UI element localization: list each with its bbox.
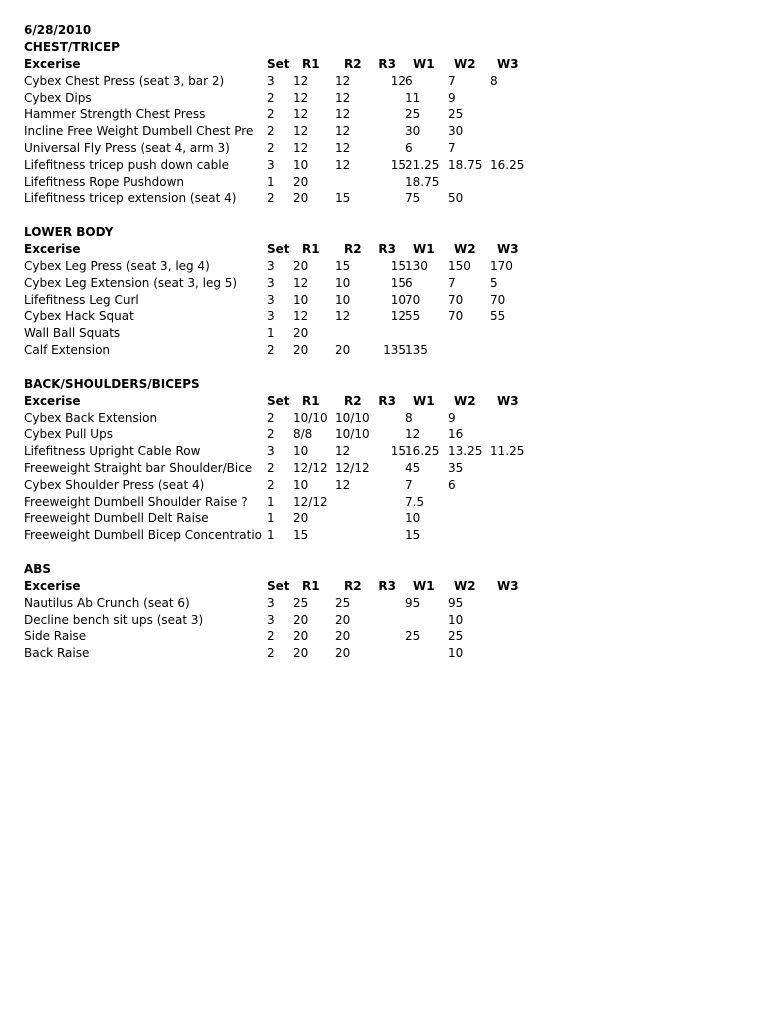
column-header-set: Set xyxy=(267,578,290,593)
cell-name: Cybex Leg Extension (seat 3, leg 5) xyxy=(24,275,238,290)
cell-w1: 45 xyxy=(405,460,421,475)
cell-name: Freeweight Dumbell Bicep Concentratio xyxy=(24,528,263,543)
cell-w3: 8 xyxy=(490,73,498,88)
cell-name: Cybex Leg Press (seat 3, leg 4) xyxy=(24,258,210,273)
cell-set: 2 xyxy=(267,140,275,155)
cell-r2: 10 xyxy=(335,275,351,290)
cell-w3: 170 xyxy=(490,258,513,273)
column-header-r2: R2 xyxy=(344,242,362,257)
cell-set: 3 xyxy=(267,595,275,610)
table-row xyxy=(24,190,744,207)
cell-r3: 15 xyxy=(390,444,406,459)
cell-r2: 20 xyxy=(335,342,351,357)
cell-w2: 70 xyxy=(448,309,464,324)
cell-name: Side Raise xyxy=(24,629,87,644)
column-header-name: Excerise xyxy=(24,242,81,257)
cell-w2: 10 xyxy=(448,612,464,627)
table-row xyxy=(24,510,744,527)
cell-r2: 12/12 xyxy=(335,460,370,475)
cell-r1: 12 xyxy=(293,275,309,290)
cell-r1: 12/12 xyxy=(293,494,328,509)
column-header-r3: R3 xyxy=(378,393,396,408)
cell-w2: 13.25 xyxy=(448,444,483,459)
cell-w1: 95 xyxy=(405,595,421,610)
sections-container xyxy=(24,39,744,662)
cell-w2: 95 xyxy=(448,595,464,610)
table-row xyxy=(24,157,744,174)
cell-name: Calf Extension xyxy=(24,342,111,357)
cell-set: 2 xyxy=(267,342,275,357)
cell-w2: 7 xyxy=(448,140,456,155)
cell-w3: 70 xyxy=(490,292,506,307)
column-header-w3: W3 xyxy=(497,242,519,257)
cell-r2: 10 xyxy=(335,292,351,307)
cell-r1: 20 xyxy=(293,258,309,273)
cell-r2: 12 xyxy=(335,107,351,122)
cell-r2: 15 xyxy=(335,191,351,206)
cell-name: Hammer Strength Chest Press xyxy=(24,107,206,122)
cell-set: 1 xyxy=(267,511,275,526)
column-header-w1: W1 xyxy=(413,393,435,408)
cell-set: 2 xyxy=(267,90,275,105)
cell-w1: 16.25 xyxy=(405,444,440,459)
cell-w2: 50 xyxy=(448,191,464,206)
cell-name: Lifefitness Leg Curl xyxy=(24,292,139,307)
cell-name: Cybex Shoulder Press (seat 4) xyxy=(24,477,205,492)
cell-r1: 8/8 xyxy=(293,427,313,442)
cell-name: Universal Fly Press (seat 4, arm 3) xyxy=(24,140,230,155)
cell-name: Wall Ball Squats xyxy=(24,326,121,341)
cell-name: Cybex Back Extension xyxy=(24,410,158,425)
cell-w1: 30 xyxy=(405,124,421,139)
cell-r1: 10 xyxy=(293,477,309,492)
cell-name: Cybex Dips xyxy=(24,90,92,105)
cell-r1: 12 xyxy=(293,107,309,122)
cell-w3: 11.25 xyxy=(490,444,525,459)
cell-set: 1 xyxy=(267,528,275,543)
cell-w3: 55 xyxy=(490,309,506,324)
cell-w1: 6 xyxy=(405,275,413,290)
cell-set: 2 xyxy=(267,460,275,475)
column-header-name: Excerise xyxy=(24,57,81,71)
column-header-set: Set xyxy=(267,242,290,257)
cell-r1: 15 xyxy=(293,528,309,543)
cell-r2: 12 xyxy=(335,309,351,324)
cell-r2: 12 xyxy=(335,477,351,492)
cell-w1: 25 xyxy=(405,107,421,122)
section-title: BACK/SHOULDERS/BICEPS xyxy=(24,376,200,391)
table-row xyxy=(24,477,744,494)
column-header-r1: R1 xyxy=(302,57,320,71)
cell-w2: 10 xyxy=(448,646,464,661)
cell-w1: 135 xyxy=(405,342,428,357)
cell-set: 2 xyxy=(267,427,275,442)
section-title: CHEST/TRICEP xyxy=(24,40,120,54)
table-row xyxy=(24,73,744,90)
cell-set: 2 xyxy=(267,629,275,644)
cell-r2: 15 xyxy=(335,258,351,273)
table-row xyxy=(24,106,744,123)
cell-name: Cybex Chest Press (seat 3, bar 2) xyxy=(24,73,225,88)
column-header-r3: R3 xyxy=(378,57,396,71)
column-header-row xyxy=(24,578,744,595)
cell-w3: 5 xyxy=(490,275,498,290)
cell-set: 2 xyxy=(267,107,275,122)
cell-set: 2 xyxy=(267,410,275,425)
cell-set: 1 xyxy=(267,326,275,341)
cell-w1: 12 xyxy=(405,427,421,442)
cell-r1: 20 xyxy=(293,326,309,341)
cell-r3: 135 xyxy=(383,342,406,357)
cell-r1: 25 xyxy=(293,595,309,610)
cell-w1: 15 xyxy=(405,528,421,543)
cell-set: 3 xyxy=(267,275,275,290)
cell-w1: 10 xyxy=(405,511,421,526)
cell-set: 2 xyxy=(267,477,275,492)
cell-r2: 12 xyxy=(335,90,351,105)
table-row xyxy=(24,410,744,427)
cell-w2: 25 xyxy=(448,629,464,644)
cell-r3: 10 xyxy=(390,292,406,307)
cell-r3: 15 xyxy=(390,157,406,172)
cell-r1: 20 xyxy=(293,191,309,206)
cell-r2: 12 xyxy=(335,157,351,172)
cell-r1: 12 xyxy=(293,73,309,88)
column-header-row xyxy=(24,56,744,73)
cell-name: Decline bench sit ups (seat 3) xyxy=(24,612,204,627)
cell-w1: 55 xyxy=(405,309,421,324)
cell-w3: 16.25 xyxy=(490,157,525,172)
column-header-r2: R2 xyxy=(344,393,362,408)
cell-w1: 21.25 xyxy=(405,157,440,172)
column-header-set: Set xyxy=(267,57,290,71)
cell-r2: 10/10 xyxy=(335,427,370,442)
cell-r2: 12 xyxy=(335,73,351,88)
table-row xyxy=(24,325,744,342)
cell-r1: 10 xyxy=(293,292,309,307)
table-row xyxy=(24,460,744,477)
cell-r1: 12 xyxy=(293,90,309,105)
cell-name: Lifefitness Upright Cable Row xyxy=(24,444,201,459)
column-header-r3: R3 xyxy=(378,578,396,593)
column-header-name: Excerise xyxy=(24,393,81,408)
cell-set: 3 xyxy=(267,292,275,307)
column-header-r1: R1 xyxy=(302,393,320,408)
table-row xyxy=(24,275,744,292)
cell-r1: 10 xyxy=(293,444,309,459)
cell-r1: 12 xyxy=(293,309,309,324)
table-row xyxy=(24,527,744,544)
cell-r2: 10/10 xyxy=(335,410,370,425)
cell-w1: 8 xyxy=(405,410,413,425)
cell-w2: 7 xyxy=(448,275,456,290)
sheet-date: 6/28/2010 xyxy=(24,23,92,37)
cell-w1: 75 xyxy=(405,191,421,206)
cell-r1: 20 xyxy=(293,629,309,644)
cell-r3: 12 xyxy=(390,309,406,324)
cell-name: Cybex Pull Ups xyxy=(24,427,113,442)
table-row xyxy=(24,123,744,140)
cell-r2: 20 xyxy=(335,629,351,644)
column-header-w2: W2 xyxy=(454,57,476,71)
cell-name: Nautilus Ab Crunch (seat 6) xyxy=(24,595,190,610)
cell-r1: 20 xyxy=(293,174,309,189)
table-row xyxy=(24,426,744,443)
cell-set: 1 xyxy=(267,494,275,509)
cell-w1: 25 xyxy=(405,629,421,644)
table-row xyxy=(24,174,744,191)
section-title: ABS xyxy=(24,561,52,576)
cell-r2: 12 xyxy=(335,124,351,139)
table-row xyxy=(24,595,744,612)
column-header-r1: R1 xyxy=(302,242,320,257)
cell-set: 3 xyxy=(267,73,275,88)
cell-w2: 25 xyxy=(448,107,464,122)
table-row xyxy=(24,258,744,275)
cell-w2: 70 xyxy=(448,292,464,307)
cell-r2: 20 xyxy=(335,612,351,627)
column-header-r2: R2 xyxy=(344,578,362,593)
column-header-w2: W2 xyxy=(454,578,476,593)
cell-w2: 16 xyxy=(448,427,464,442)
cell-name: Lifefitness tricep push down cable xyxy=(24,157,229,172)
cell-name: Back Raise xyxy=(24,646,90,661)
cell-w2: 9 xyxy=(448,410,456,425)
table-row xyxy=(24,628,744,645)
cell-w2: 150 xyxy=(448,258,471,273)
cell-w1: 6 xyxy=(405,73,413,88)
section-chest-tricep xyxy=(24,39,744,207)
cell-set: 2 xyxy=(267,646,275,661)
cell-r2: 20 xyxy=(335,646,351,661)
cell-set: 1 xyxy=(267,174,275,189)
column-header-w3: W3 xyxy=(497,393,519,408)
cell-w1: 11 xyxy=(405,90,421,105)
table-row xyxy=(24,90,744,107)
table-row xyxy=(24,645,744,662)
cell-r1: 20 xyxy=(293,511,309,526)
cell-w2: 18.75 xyxy=(448,157,483,172)
section-lower-body xyxy=(24,224,744,359)
column-header-set: Set xyxy=(267,393,290,408)
column-header-r1: R1 xyxy=(302,578,320,593)
column-header-row xyxy=(24,241,744,258)
column-header-w3: W3 xyxy=(497,57,519,71)
cell-name: Lifefitness Rope Pushdown xyxy=(24,174,185,189)
table-row xyxy=(24,292,744,309)
cell-set: 3 xyxy=(267,157,275,172)
cell-r1: 12/12 xyxy=(293,460,328,475)
column-header-w2: W2 xyxy=(454,242,476,257)
cell-set: 3 xyxy=(267,258,275,273)
section-back-shoulders-biceps xyxy=(24,376,744,544)
cell-r2: 12 xyxy=(335,444,351,459)
column-header-name: Excerise xyxy=(24,578,81,593)
cell-name: Freeweight Dumbell Shoulder Raise ? xyxy=(24,494,248,509)
cell-r3: 15 xyxy=(390,275,406,290)
cell-w2: 9 xyxy=(448,90,456,105)
cell-r1: 12 xyxy=(293,124,309,139)
cell-set: 3 xyxy=(267,444,275,459)
cell-w1: 18.75 xyxy=(405,174,440,189)
cell-w2: 35 xyxy=(448,460,464,475)
cell-w1: 7 xyxy=(405,477,413,492)
cell-set: 3 xyxy=(267,612,275,627)
column-header-w1: W1 xyxy=(413,57,435,71)
cell-r2: 25 xyxy=(335,595,351,610)
cell-w2: 30 xyxy=(448,124,464,139)
table-row xyxy=(24,612,744,629)
cell-w2: 7 xyxy=(448,73,456,88)
section-title: LOWER BODY xyxy=(24,225,114,240)
cell-r1: 12 xyxy=(293,140,309,155)
cell-w1: 7.5 xyxy=(405,494,425,509)
cell-set: 2 xyxy=(267,191,275,206)
table-row xyxy=(24,443,744,460)
cell-w1: 6 xyxy=(405,140,413,155)
cell-r1: 20 xyxy=(293,612,309,627)
cell-name: Lifefitness tricep extension (seat 4) xyxy=(24,191,237,206)
cell-w1: 130 xyxy=(405,258,428,273)
column-header-w1: W1 xyxy=(413,242,435,257)
cell-r1: 10/10 xyxy=(293,410,328,425)
column-header-w3: W3 xyxy=(497,578,519,593)
cell-r3: 15 xyxy=(390,258,406,273)
table-row xyxy=(24,494,744,511)
cell-name: Incline Free Weight Dumbell Chest Pre xyxy=(24,124,254,139)
workout-sheet xyxy=(24,22,744,679)
cell-w2: 6 xyxy=(448,477,456,492)
cell-set: 2 xyxy=(267,124,275,139)
cell-name: Freeweight Straight bar Shoulder/Bice xyxy=(24,460,253,475)
cell-r1: 20 xyxy=(293,646,309,661)
cell-r1: 10 xyxy=(293,157,309,172)
column-header-r3: R3 xyxy=(378,242,396,257)
cell-r2: 12 xyxy=(335,140,351,155)
cell-name: Freeweight Dumbell Delt Raise xyxy=(24,511,209,526)
cell-r1: 20 xyxy=(293,342,309,357)
cell-w1: 70 xyxy=(405,292,421,307)
column-header-r2: R2 xyxy=(344,57,362,71)
cell-r3: 12 xyxy=(390,73,406,88)
cell-set: 3 xyxy=(267,309,275,324)
column-header-row xyxy=(24,393,744,410)
column-header-w1: W1 xyxy=(413,578,435,593)
column-header-w2: W2 xyxy=(454,393,476,408)
table-row xyxy=(24,140,744,157)
cell-name: Cybex Hack Squat xyxy=(24,309,134,324)
table-row xyxy=(24,342,744,359)
table-row xyxy=(24,308,744,325)
section-abs xyxy=(24,561,744,662)
